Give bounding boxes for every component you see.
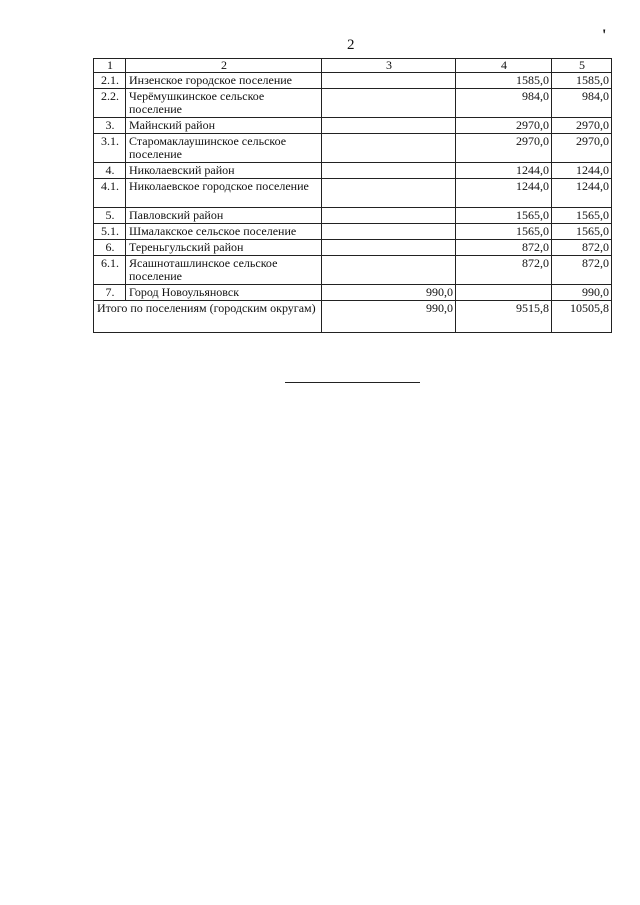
header-cell: 3 xyxy=(322,59,456,73)
row-col5: 2970,0 xyxy=(552,118,612,134)
row-col3 xyxy=(322,163,456,179)
header-cell: 4 xyxy=(456,59,552,73)
row-name: Старомаклаушинское сельское поселение xyxy=(126,134,322,163)
row-name: Николаевский район xyxy=(126,163,322,179)
row-col5: 990,0 xyxy=(552,285,612,301)
page-number: 2 xyxy=(347,37,355,53)
row-col3: 990,0 xyxy=(322,285,456,301)
settlements-table xyxy=(93,58,612,333)
row-col3 xyxy=(322,134,456,163)
table-row xyxy=(94,134,612,163)
row-col4: 872,0 xyxy=(456,256,552,285)
row-col5: 1585,0 xyxy=(552,73,612,89)
row-col3 xyxy=(322,208,456,224)
row-col5: 1244,0 xyxy=(552,179,612,208)
row-col5: 872,0 xyxy=(552,240,612,256)
row-name: Николаевское городское поселение xyxy=(126,179,322,208)
corner-mark: ' xyxy=(602,27,607,44)
row-number: 6.1. xyxy=(94,256,126,285)
row-number: 4. xyxy=(94,163,126,179)
row-col4: 872,0 xyxy=(456,240,552,256)
row-name: Майнский район xyxy=(126,118,322,134)
row-col5: 1565,0 xyxy=(552,224,612,240)
row-col3 xyxy=(322,224,456,240)
total-label: Итого по поселениям (городским округам) xyxy=(94,301,322,333)
total-col5: 10505,8 xyxy=(552,301,612,333)
row-name: Город Новоульяновск xyxy=(126,285,322,301)
row-col4: 1585,0 xyxy=(456,73,552,89)
row-col4: 2970,0 xyxy=(456,118,552,134)
table-row xyxy=(94,179,612,208)
header-cell: 2 xyxy=(126,59,322,73)
table-row xyxy=(94,240,612,256)
row-col4: 1565,0 xyxy=(456,208,552,224)
row-col4 xyxy=(456,285,552,301)
row-number: 2.1. xyxy=(94,73,126,89)
total-col4: 9515,8 xyxy=(456,301,552,333)
row-col5: 872,0 xyxy=(552,256,612,285)
row-col3 xyxy=(322,240,456,256)
row-name: Павловский район xyxy=(126,208,322,224)
table-row xyxy=(94,256,612,285)
row-number: 5.1. xyxy=(94,224,126,240)
row-number: 5. xyxy=(94,208,126,224)
table-row xyxy=(94,163,612,179)
row-number: 3.1. xyxy=(94,134,126,163)
total-row xyxy=(94,301,612,333)
row-col4: 2970,0 xyxy=(456,134,552,163)
table-header-row xyxy=(94,59,612,73)
table-row xyxy=(94,118,612,134)
row-col4: 1244,0 xyxy=(456,179,552,208)
total-col3: 990,0 xyxy=(322,301,456,333)
row-number: 3. xyxy=(94,118,126,134)
table-row xyxy=(94,89,612,118)
row-number: 7. xyxy=(94,285,126,301)
row-name: Тереньгульский район xyxy=(126,240,322,256)
row-number: 2.2. xyxy=(94,89,126,118)
table-row xyxy=(94,224,612,240)
row-name: Шмалакское сельское поселение xyxy=(126,224,322,240)
row-col4: 1244,0 xyxy=(456,163,552,179)
table-row xyxy=(94,208,612,224)
row-col5: 1244,0 xyxy=(552,163,612,179)
row-name: Черёмушкинское сельское поселение xyxy=(126,89,322,118)
row-name: Инзенское городское поселение xyxy=(126,73,322,89)
table-row xyxy=(94,73,612,89)
row-col3 xyxy=(322,89,456,118)
header-cell: 5 xyxy=(552,59,612,73)
row-col4: 984,0 xyxy=(456,89,552,118)
row-col3 xyxy=(322,179,456,208)
row-col5: 1565,0 xyxy=(552,208,612,224)
row-name: Ясашноташлинское сельское поселение xyxy=(126,256,322,285)
row-number: 4.1. xyxy=(94,179,126,208)
table-row xyxy=(94,285,612,301)
end-rule xyxy=(285,382,420,383)
row-col3 xyxy=(322,256,456,285)
row-col3 xyxy=(322,73,456,89)
row-col5: 984,0 xyxy=(552,89,612,118)
header-cell: 1 xyxy=(94,59,126,73)
row-col4: 1565,0 xyxy=(456,224,552,240)
row-number: 6. xyxy=(94,240,126,256)
row-col3 xyxy=(322,118,456,134)
row-col5: 2970,0 xyxy=(552,134,612,163)
